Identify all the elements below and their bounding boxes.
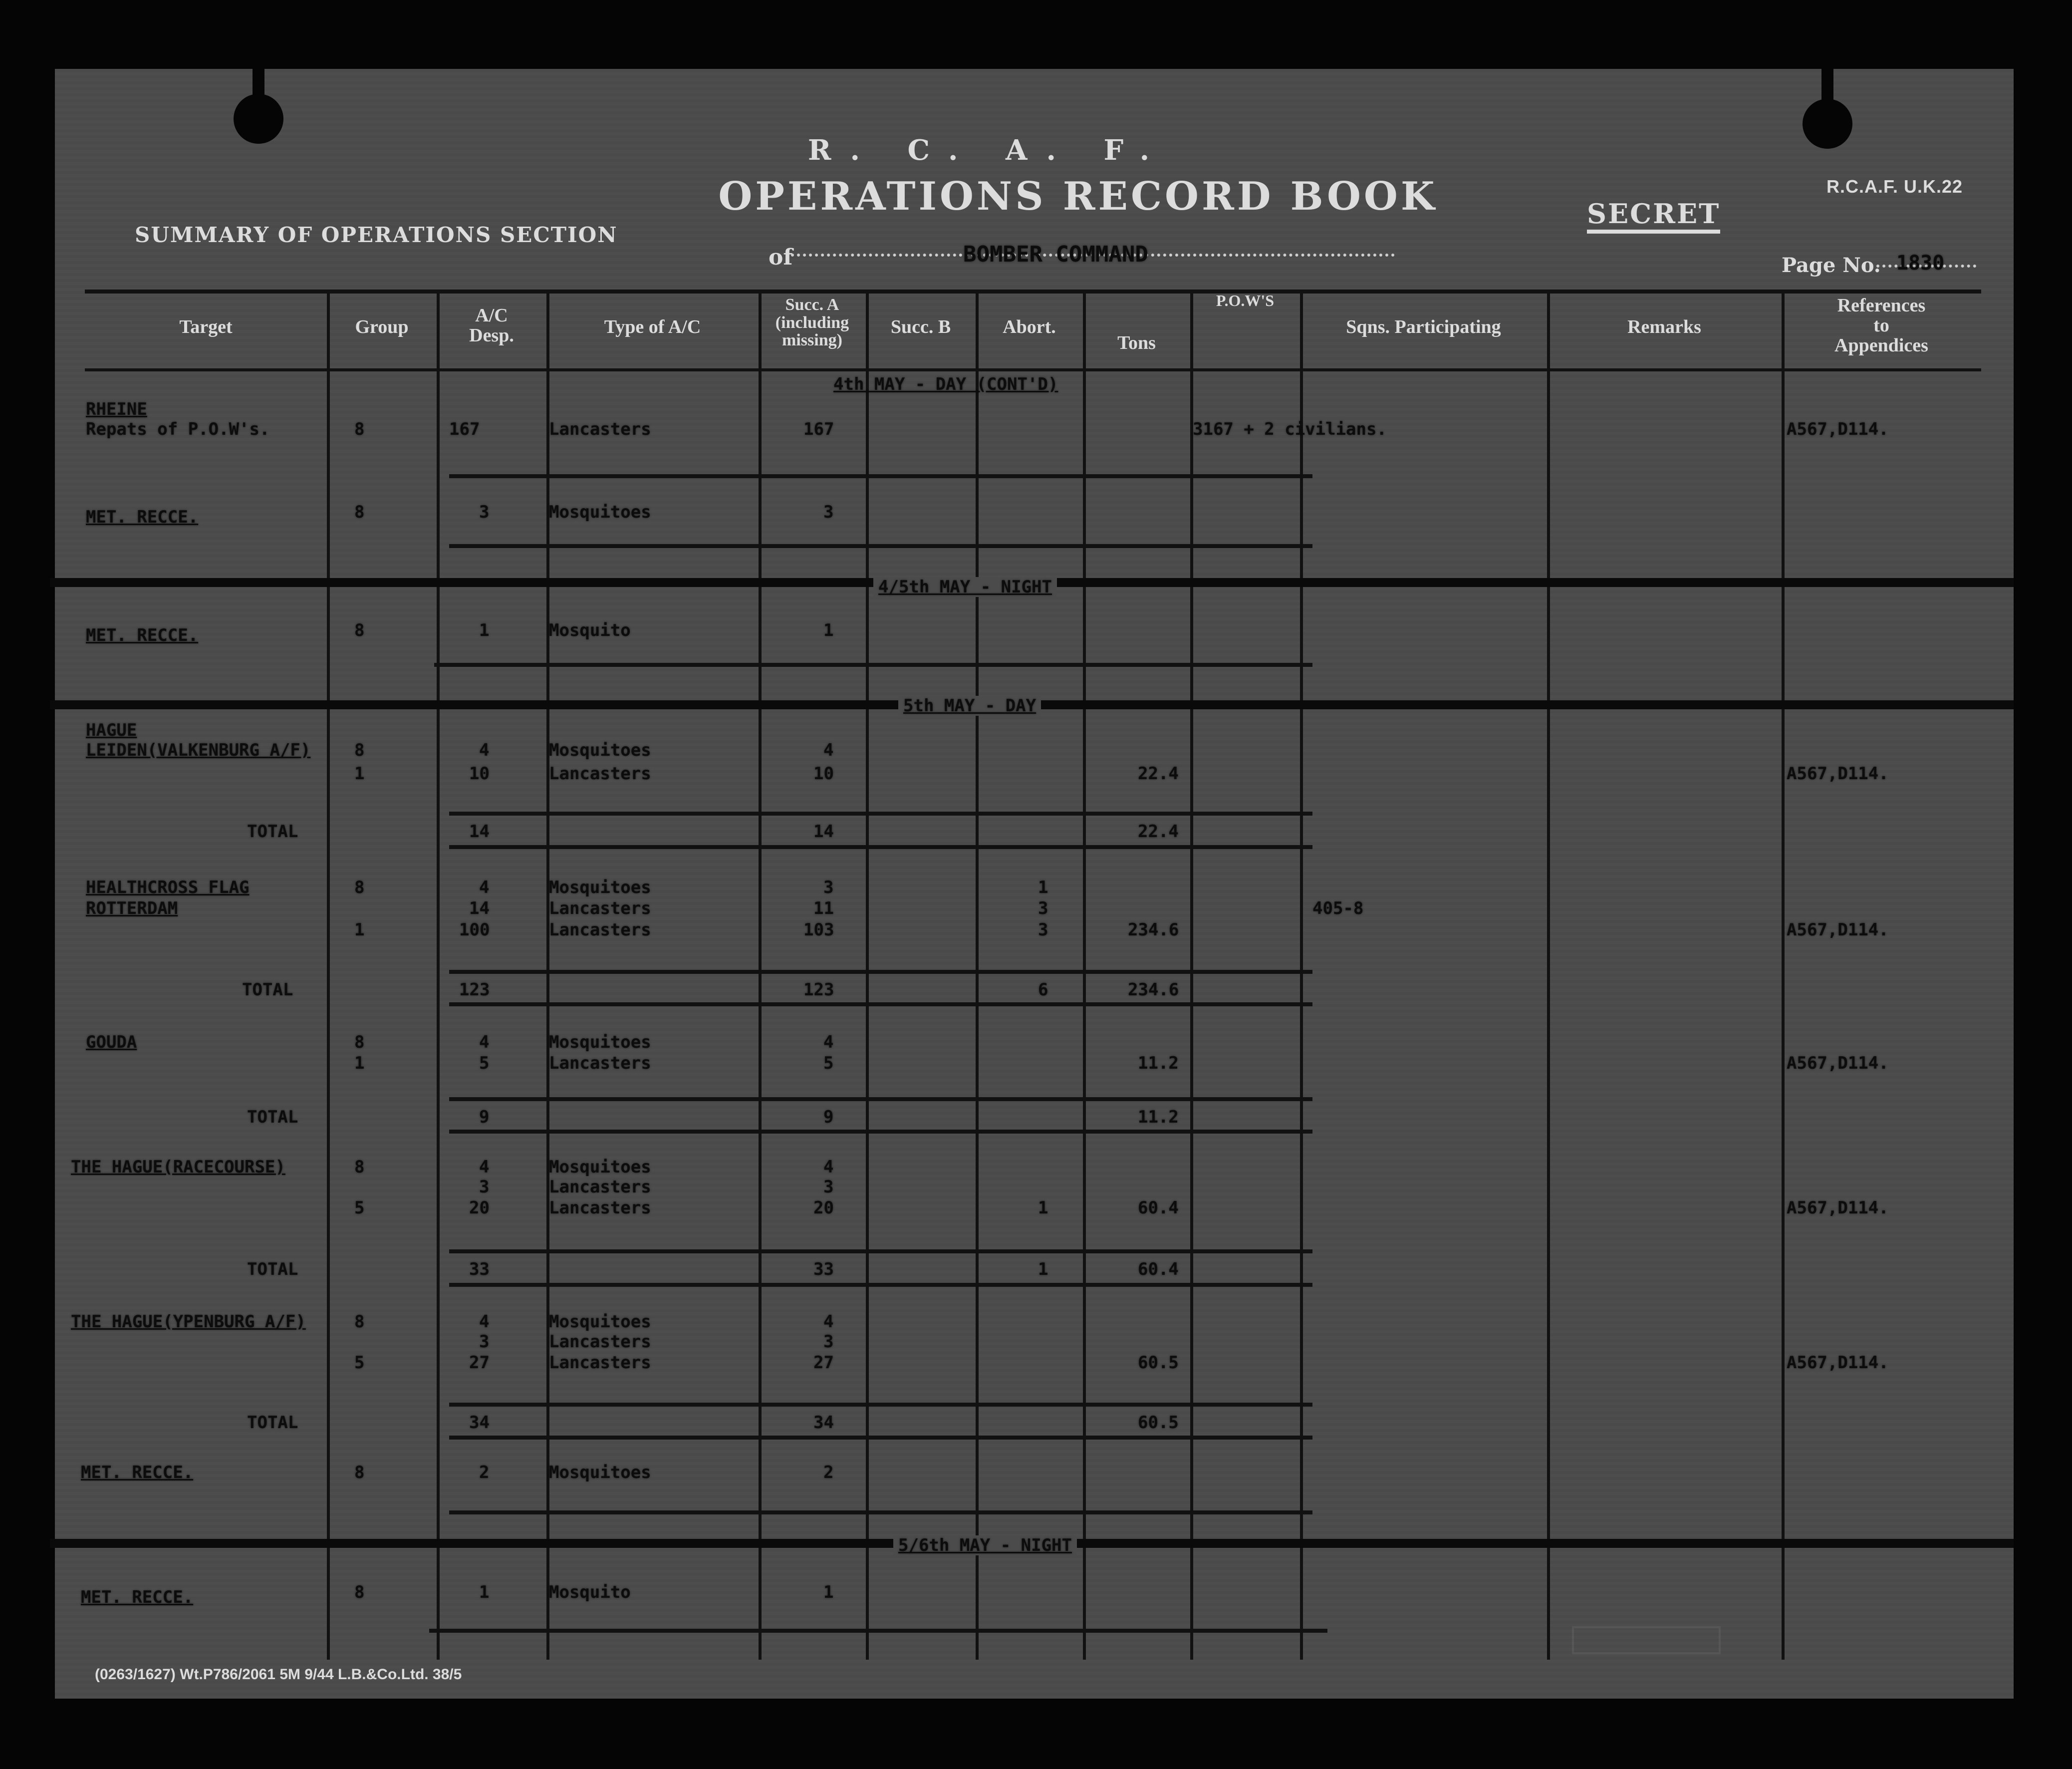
target-cell: MET. RECCE. [86,507,199,527]
desp-cell: 3 [479,502,490,522]
succ-a-cell: 27 [813,1353,834,1373]
col-header-tons: Tons [1117,332,1156,353]
col-divider [1547,290,1550,1660]
col-divider [437,290,440,1660]
total-label: TOTAL [247,822,298,842]
row-rule [449,474,1312,478]
succ-a-cell: 3 [823,878,834,897]
col-header-references: References to Appendices [1834,295,1928,356]
pow-cell: 3167 + 2 civilians. [1193,419,1387,439]
type-cell: Lancasters [549,419,651,439]
type-cell: Lancasters [549,1053,651,1073]
date-banner: 4/5th MAY - NIGHT [873,577,1057,597]
succ-a-cell: 4 [823,740,834,760]
total-succ-a: 14 [813,822,834,842]
target-cell: HAGUE [86,720,137,740]
date-banner: 4th MAY - DAY (CONT'D) [833,374,1058,394]
col-header-abort: Abort. [1003,316,1056,337]
total-tons: 22.4 [1138,822,1179,842]
succ-a-cell: 1 [823,620,834,640]
col-divider [1190,290,1193,1660]
succ-a-cell: 4 [823,1312,834,1332]
row-rule [449,1130,1312,1134]
succ-a-cell: 20 [813,1198,834,1218]
desp-cell: 3 [479,1332,490,1352]
total-abort: 6 [1038,980,1048,1000]
desp-cell: 27 [469,1353,490,1373]
col-header-type: Type of A/C [604,316,701,337]
abort-cell: 1 [1038,878,1048,897]
succ-a-cell: 3 [823,502,834,522]
type-cell: Mosquitoes [549,1463,651,1482]
desp-cell: 4 [479,740,490,760]
type-cell: Mosquito [549,1582,631,1602]
group-cell: 5 [354,1198,365,1218]
reference-cell: A567,D114. [1787,1198,1889,1218]
succ-a-cell: 167 [803,419,834,439]
total-label: TOTAL [242,980,293,1000]
row-rule [449,812,1312,816]
desp-cell: 10 [469,764,490,784]
desp-cell: 4 [479,1312,490,1332]
target-cell: MET. RECCE. [81,1587,194,1607]
desp-cell: 4 [479,1032,490,1052]
date-banner: 5/6th MAY - NIGHT [893,1535,1077,1555]
row-rule [449,970,1312,974]
succ-a-cell: 4 [823,1032,834,1052]
row-rule [449,544,1312,548]
type-cell: Mosquitoes [549,1032,651,1052]
desp-cell: 1 [479,620,490,640]
desp-cell: 4 [479,878,490,897]
tons-cell: 22.4 [1138,764,1179,784]
desp-cell: 167 [449,419,480,439]
header-bottom-rule [85,368,1981,371]
row-rule [449,845,1312,849]
col-header-succ-a: Succ. A (including missing) [775,295,849,350]
group-cell: 8 [354,502,365,522]
total-tons: 60.4 [1138,1259,1179,1279]
target-cell: GOUDA [86,1032,137,1052]
total-abort: 1 [1038,1259,1048,1279]
desp-cell: 2 [479,1463,490,1482]
total-desp: 34 [469,1413,490,1433]
succ-a-cell: 3 [823,1332,834,1352]
group-cell: 8 [354,740,365,760]
binder-hole-right [1803,99,1852,149]
reference-cell: A567,D114. [1787,764,1889,784]
printer-imprint: (0263/1627) Wt.P786/2061 5M 9/44 L.B.&Co.Ltd. 38/5 [95,1666,462,1683]
target-cell: THE HAGUE(RACECOURSE) [71,1157,285,1177]
reference-cell: A567,D114. [1787,920,1889,940]
target-cell: RHEINE [86,399,147,419]
type-cell: Mosquito [549,620,631,640]
type-cell: Mosquitoes [549,878,651,897]
target-cell: THE HAGUE(YPENBURG A/F) [71,1312,306,1332]
reference-cell: A567,D114. [1787,419,1889,439]
type-cell: Mosquitoes [549,1312,651,1332]
group-cell: 8 [354,1582,365,1602]
total-succ-a: 33 [813,1259,834,1279]
desp-cell: 3 [479,1177,490,1197]
type-cell: Mosquitoes [549,1157,651,1177]
row-rule [449,1249,1312,1253]
total-desp: 123 [459,980,490,1000]
type-cell: Mosquitoes [549,502,651,522]
target-cell: MET. RECCE. [81,1463,194,1482]
reference-cell: A567,D114. [1787,1353,1889,1373]
total-succ-a: 34 [813,1413,834,1433]
succ-a-cell: 5 [823,1053,834,1073]
group-cell: 8 [354,1032,365,1052]
total-label: TOTAL [247,1107,298,1127]
group-cell: 1 [354,920,365,940]
type-cell: Lancasters [549,1177,651,1197]
succ-a-cell: 10 [813,764,834,784]
col-header-remarks: Remarks [1627,316,1701,337]
tons-cell: 11.2 [1138,1053,1179,1073]
desp-cell: 4 [479,1157,490,1177]
abort-cell: 3 [1038,898,1048,918]
target-cell-detail: Repats of P.O.W's. [86,419,270,439]
record-sheet [55,69,2014,1699]
target-cell-detail: LEIDEN(VALKENBURG A/F) [86,740,311,760]
col-divider [1300,290,1303,1660]
group-cell: 8 [354,419,365,439]
succ-a-cell: 11 [813,898,834,918]
tons-cell: 60.4 [1138,1198,1179,1218]
group-cell: 8 [354,878,365,897]
type-cell: Lancasters [549,764,651,784]
desp-cell: 14 [469,898,490,918]
of-value: BOMBER COMMAND [963,242,1148,267]
col-header-succ-b: Succ. B [890,316,951,337]
target-cell: MET. RECCE. [86,625,199,645]
date-banner: 5th MAY - DAY [898,696,1041,716]
succ-a-cell: 4 [823,1157,834,1177]
col-header-target: Target [179,316,233,337]
row-rule [449,1283,1312,1287]
succ-a-cell: 3 [823,1177,834,1197]
total-succ-a: 9 [823,1107,834,1127]
col-divider [759,290,762,1660]
col-header-ac-desp: A/C Desp. [469,305,514,346]
tons-cell: 60.5 [1138,1353,1179,1373]
type-cell: Lancasters [549,898,651,918]
total-tons: 11.2 [1138,1107,1179,1127]
col-header-group: Group [355,316,409,337]
group-cell: 8 [354,1463,365,1482]
row-rule [429,1629,1327,1633]
page-number: 1830 [1896,252,1945,275]
desp-cell: 5 [479,1053,490,1073]
succ-a-cell: 103 [803,920,834,940]
type-cell: Mosquitoes [549,740,651,760]
row-rule [449,1436,1312,1440]
of-label: of [769,245,793,270]
air-force-heading: R. C. A. F. [807,134,1169,167]
col-divider [1782,290,1785,1660]
total-desp: 9 [479,1107,490,1127]
abort-cell: 1 [1038,1198,1048,1218]
group-cell: 8 [354,620,365,640]
row-rule [449,1403,1312,1407]
total-tons: 60.5 [1138,1413,1179,1433]
desp-cell: 1 [479,1582,490,1602]
desp-cell: 100 [459,920,490,940]
col-divider [546,290,549,1660]
col-divider [866,290,869,1660]
sqns-cell: 405-8 [1312,898,1364,918]
reference-cell: A567,D114. [1787,1053,1889,1073]
tons-cell: 234.6 [1128,920,1179,940]
row-rule [449,1510,1312,1514]
binder-hole-left [234,94,283,144]
abort-cell: 3 [1038,920,1048,940]
page-number-label: Page No. [1782,254,1881,277]
row-rule [449,1002,1312,1006]
col-divider [327,290,330,1660]
group-cell: 1 [354,1053,365,1073]
col-divider [976,290,979,1660]
col-divider [1083,290,1086,1660]
succ-a-cell: 2 [823,1463,834,1482]
col-header-pow: P.O.W'S [1216,292,1275,309]
row-rule [449,1097,1312,1101]
page-title: OPERATIONS RECORD BOOK [718,174,1438,219]
succ-a-cell: 1 [823,1582,834,1602]
row-rule [434,663,1312,667]
target-cell-detail: ROTTERDAM [86,898,178,918]
total-label: TOTAL [247,1259,298,1279]
table-top-rule [85,290,1981,294]
section-heading: SUMMARY OF OPERATIONS SECTION [135,223,618,247]
group-cell: 8 [354,1157,365,1177]
type-cell: Lancasters [549,1198,651,1218]
type-cell: Lancasters [549,1332,651,1352]
target-cell: HEALTHCROSS FLAG [86,878,250,897]
total-label: TOTAL [247,1413,298,1433]
group-cell: 1 [354,764,365,784]
secret-stamp: SECRET [1587,198,1720,234]
total-tons: 234.6 [1128,980,1179,1000]
col-header-sqns: Sqns. Participating [1346,316,1501,337]
total-desp: 14 [469,822,490,842]
desp-cell: 20 [469,1198,490,1218]
group-cell: 8 [354,1312,365,1332]
group-cell: 5 [354,1353,365,1373]
type-cell: Lancasters [549,1353,651,1373]
faint-stamp [1572,1626,1721,1654]
total-desp: 33 [469,1259,490,1279]
type-cell: Lancasters [549,920,651,940]
form-reference: R.C.A.F. U.K.22 [1826,176,1963,197]
total-succ-a: 123 [803,980,834,1000]
